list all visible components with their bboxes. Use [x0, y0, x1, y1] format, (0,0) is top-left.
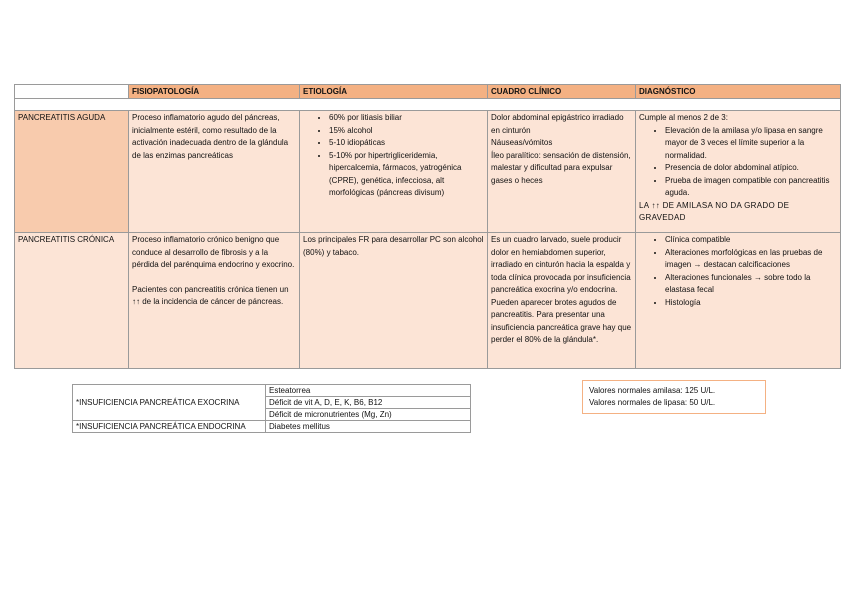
list-item: • Alteraciones funcionales → sobre todo la elastasa fecal: [665, 272, 837, 297]
spacer-row: [15, 99, 841, 111]
endocrina-item: Diabetes mellitus: [266, 421, 471, 433]
cronica-fisiopatologia: [129, 233, 300, 369]
list-item: • Prueba de imagen compatible con pancreatitis aguda.: [665, 175, 837, 200]
aguda-etiologia: [300, 111, 488, 233]
clinico-line: Náuseas/vómitos: [491, 138, 553, 147]
header-fisiopatologia: FISIOPATOLOGÍA: [129, 85, 300, 99]
pancreatitis-table: [14, 84, 841, 369]
aguda-fisiopatologia: Proceso inflamatorio agudo del páncreas, inicialmente estéril, como resultado de la activación inadecuada dentro de la glándula de las enzimas pancreáticas: [129, 111, 300, 233]
fisio-paragraph: Pacientes con pancreatitis crónica tienen un ↑↑ de la incidencia de cáncer de páncreas.: [132, 284, 289, 306]
aguda-diagnostico: [636, 111, 841, 233]
table-row-aguda: [15, 111, 841, 233]
row-heading-aguda: PANCREATITIS AGUDA: [15, 111, 129, 233]
insuficiencia-table: [72, 384, 471, 433]
table-row-cronica: [15, 233, 841, 369]
list-item: • Elevación de la amilasa y/o lipasa en sangre mayor de 3 veces el límite superior a la normalidad.: [665, 125, 837, 163]
table-row: [73, 385, 471, 397]
list-item: • Clínica compatible: [665, 234, 837, 247]
endocrina-label: *INSUFICIENCIA PANCREÁTICA ENDOCRINA: [73, 421, 266, 433]
aguda-cuadro-clinico: [488, 111, 636, 233]
amilasa-value: Valores normales amilasa: 125 U/L.: [589, 386, 716, 395]
list-item: • Alteraciones morfológicas en las pruebas de imagen → destacan calcificaciones: [665, 247, 837, 272]
header-diagnostico: DIAGNÓSTICO: [636, 85, 841, 99]
list-item: • 5-10 idiopáticas: [329, 137, 484, 150]
cronica-cuadro-clinico: Es un cuadro larvado, suele producir dolor en hemiabdomen superior, irradiado en cinturón hacia la espalda y toda clínica provocada por insuficiencia pancreática exocrina y/o endocrina. Pueden aparecer brotes agudos de pancreatitis. Para presentar una insuficiencia pancreática grave hay que perder el 80% de la glándula*.: [488, 233, 636, 369]
fisio-paragraph: Proceso inflamatorio crónico benigno que conduce al desarrollo de fibrosis y a la pérdida del parénquima endocrino y exocrino.: [132, 235, 295, 269]
diag-intro: Cumple al menos 2 de 3:: [639, 113, 728, 122]
list-item: • Histología: [665, 297, 837, 310]
header-cuadro-clinico: CUADRO CLÍNICO: [488, 85, 636, 99]
valores-normales-box: [582, 380, 766, 414]
header-empty-cell: [15, 85, 129, 99]
exocrina-item: Déficit de vit A, D, E, K, B6, B12: [266, 397, 471, 409]
list-item: • 5-10% por hipertrigliceridemia, hipercalcemia, fármacos, yatrogénica (CPRE), genética, infecciosa, alt morfológicas (páncreas divisum): [329, 150, 484, 200]
lipasa-value: Valores normales de lipasa: 50 U/L.: [589, 398, 716, 407]
exocrina-item: Esteatorrea: [266, 385, 471, 397]
diag-note: LA ↑↑ DE AMILASA NO DA GRADO DE GRAVEDAD: [639, 200, 790, 222]
list-item: • 60% por litiasis biliar: [329, 112, 484, 125]
clinico-line: Íleo paralítico: sensación de distensión, malestar y dificultad para expulsar gases o heces: [491, 150, 631, 185]
paragraph-gap: [132, 272, 296, 284]
list-item: • 15% alcohol: [329, 125, 484, 138]
list-item: • Presencia de dolor abdominal atípico.: [665, 162, 837, 175]
cronica-diagnostico: [636, 233, 841, 369]
cronica-etiologia: Los principales FR para desarrollar PC son alcohol (80%) y tabaco.: [300, 233, 488, 369]
exocrina-item: Déficit de micronutrientes (Mg, Zn): [266, 409, 471, 421]
clinico-line: Dolor abdominal epigástrico irradiado en cinturón: [491, 113, 624, 135]
table-header-row: [15, 85, 841, 99]
header-etiologia: ETIOLOGÍA: [300, 85, 488, 99]
table-row: [73, 421, 471, 433]
row-heading-cronica: PANCREATITIS CRÓNICA: [15, 233, 129, 369]
exocrina-label: *INSUFICIENCIA PANCREÁTICA EXOCRINA: [73, 385, 266, 421]
